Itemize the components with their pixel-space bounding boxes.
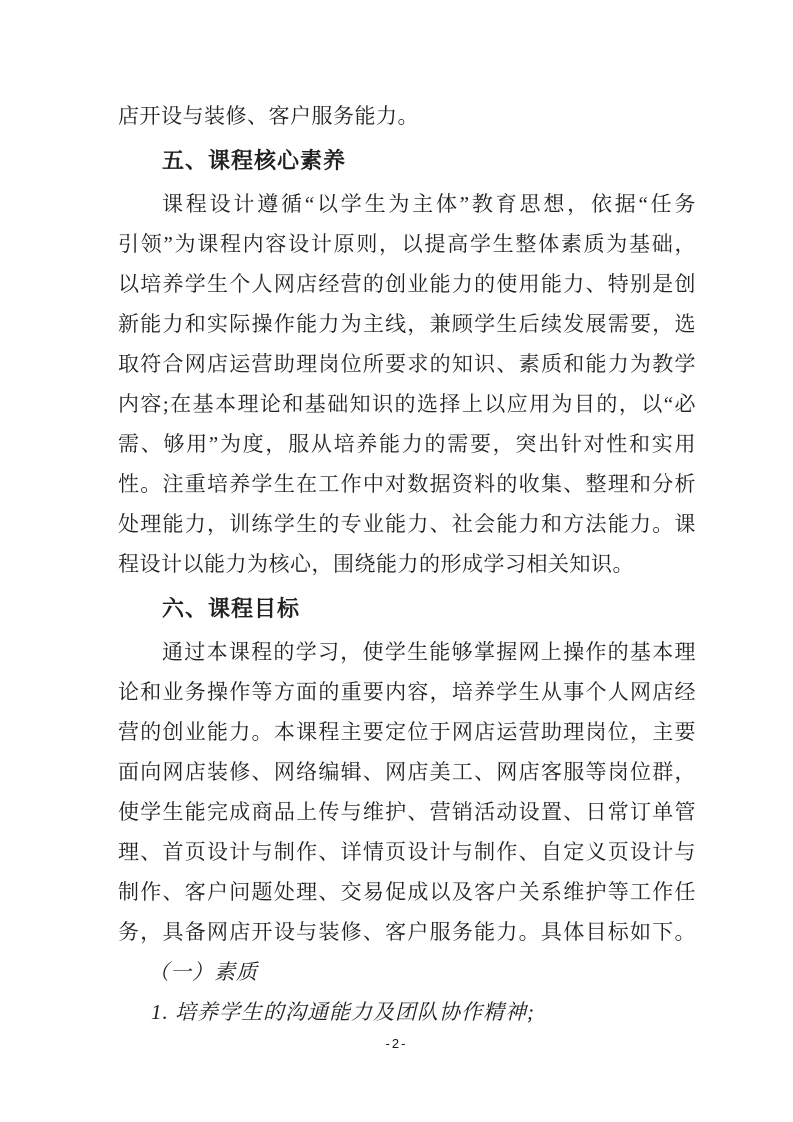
- text-line: 需、够用”为度，服从培养能力的需要，突出针对性和实用: [118, 432, 696, 456]
- text-line: 通过本课程的学习，使学生能够掌握网上操作的基本理: [162, 640, 696, 664]
- text-line: 论和业务操作等方面的重要内容，培养学生从事个人网店经: [118, 680, 696, 704]
- page-number: -2-: [385, 1036, 408, 1051]
- text-line: 处理能力，训练学生的专业能力、社会能力和方法能力。课: [118, 512, 696, 536]
- text-line: 课程设计遵循“以学生为主体”教育思想，依据“任务: [162, 192, 696, 216]
- text-line: 引领”为课程内容设计原则，以提高学生整体素质为基础，: [118, 232, 696, 256]
- document-content: [118, 96, 696, 1032]
- text-line: 内容;在基本理论和基础知识的选择上以应用为目的，以“必: [118, 392, 696, 416]
- text-line: 营的创业能力。本课程主要定位于网店运营助理岗位，主要: [118, 720, 696, 744]
- text-line: 取符合网店运营助理岗位所要求的知识、素质和能力为教学: [118, 352, 696, 376]
- text-line: 性。注重培养学生在工作中对数据资料的收集、整理和分析: [118, 472, 696, 496]
- section-heading: 六、课程目标: [162, 596, 301, 621]
- text-line: 以培养学生个人网店经营的创业能力的使用能力、特别是创: [118, 272, 696, 296]
- text-line: 务，具备网店开设与装修、客户服务能力。具体目标如下。: [118, 920, 696, 944]
- text-line: 程设计以能力为核心，围绕能力的形成学习相关知识。: [118, 552, 634, 576]
- sub-heading-line: （一）素质: [148, 960, 258, 984]
- text-line: 制作、客户问题处理、交易促成以及客户关系维护等工作任: [118, 880, 696, 904]
- section-heading: 五、课程核心素养: [162, 148, 347, 173]
- text-line: 新能力和实际操作能力为主线，兼顾学生后续发展需要，选: [118, 312, 696, 336]
- text-line: 使学生能完成商品上传与维护、营销活动设置、日常订单管: [118, 800, 696, 824]
- text-line: 店开设与装修、客户服务能力。: [118, 104, 419, 128]
- text-line: 面向网店装修、网络编辑、网店美工、网店客服等岗位群，: [118, 760, 696, 784]
- text-line: 理、首页设计与制作、详情页设计与制作、自定义页设计与: [118, 840, 696, 864]
- sub-heading-line: 1. 培养学生的沟通能力及团队协作精神;: [151, 1000, 535, 1024]
